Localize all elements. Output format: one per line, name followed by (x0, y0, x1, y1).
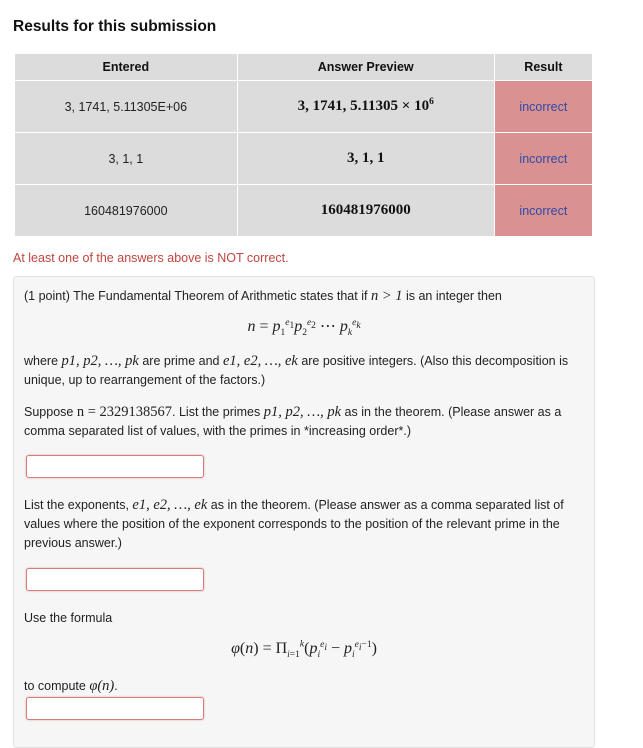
results-table (14, 53, 593, 237)
phi-answer-input[interactable] (26, 697, 204, 720)
table-row (15, 81, 593, 133)
exponents-answer-input[interactable] (26, 568, 204, 591)
results-header-row (15, 54, 593, 81)
table-row (15, 133, 593, 185)
compute-label (24, 677, 586, 696)
suppose-tail: . List the primes (172, 405, 264, 419)
table-row (15, 185, 593, 237)
exponents-paragraph (24, 496, 586, 553)
exponents-symbols: e1, e2, …, ek (222, 353, 298, 369)
exponents-tail: as in the theorem. (Please answer as a comma separated list of values where the position of the exponent corresponds to the position of the relevant prime in the previous answer.) (24, 498, 564, 550)
where-mid: are prime and (138, 354, 223, 368)
problem-intro (24, 287, 586, 306)
preview-exponent: 6 (429, 97, 434, 107)
page-title: Results for this submission (13, 18, 217, 35)
intro-tail: is an integer then (402, 289, 502, 303)
where-tail: are positive integers. (Also this decomposition is unique, up to rearrangement of the factors.) (24, 354, 569, 387)
entered-cell: 3, 1741, 5.11305E+06 (15, 81, 238, 133)
phi-formula: $\varphi(n) = \Pi_{i=1}^k(p_i^{e_i} - p_i^{e_i-1})$ (231, 639, 377, 661)
header-entered: Entered (15, 54, 238, 81)
intro-condition: n > 1 (370, 288, 403, 304)
warning-message: At least one of the answers above is NOT correct. (13, 251, 289, 265)
preview-cell: 3, 1, 1 (237, 133, 494, 185)
n-value: n = 2329138567 (76, 404, 173, 420)
suppose-prefix: Suppose (24, 405, 77, 419)
entered-cell: 3, 1, 1 (15, 133, 238, 185)
factorization-formula: $n = p_1^{e_1}p_2^{e_2}$ ⋯ $p_k^{e_k}$ (247, 317, 361, 339)
header-result: Result (494, 54, 592, 81)
compute-text: to compute (24, 679, 90, 693)
formula-label: Use the formula (24, 611, 113, 625)
compute-tail: . (114, 679, 118, 693)
where-prefix: where (24, 354, 62, 368)
suppose-paragraph (24, 403, 586, 441)
preview-cell (237, 81, 494, 133)
intro-text: (1 point) The Fundamental Theorem of Arithmetic states that if (24, 289, 371, 303)
suppose-list-tail: as in the theorem. (Please answer as a comma separated list of values, with the primes in *increasing order*.) (24, 405, 562, 438)
exponents-prefix: List the exponents, (24, 498, 133, 512)
preview-cell: 160481976000 (237, 185, 494, 237)
entered-cell: 160481976000 (15, 185, 238, 237)
header-answer-preview: Answer Preview (237, 54, 494, 81)
primes-symbols: p1, p2, …, pk (263, 404, 342, 420)
result-cell: incorrect (494, 81, 592, 133)
result-cell: incorrect (494, 185, 592, 237)
phi-n-symbol: φ(n) (89, 678, 115, 694)
primes-answer-input[interactable] (26, 455, 204, 478)
preview-text: 3, 1741, 5.11305 × 10 (297, 98, 430, 114)
problem-panel (13, 276, 595, 748)
where-paragraph (24, 352, 586, 390)
primes-symbols: p1, p2, …, pk (61, 353, 139, 369)
exponents-symbols: e1, e2, …, ek (132, 497, 208, 513)
result-cell: incorrect (494, 133, 592, 185)
